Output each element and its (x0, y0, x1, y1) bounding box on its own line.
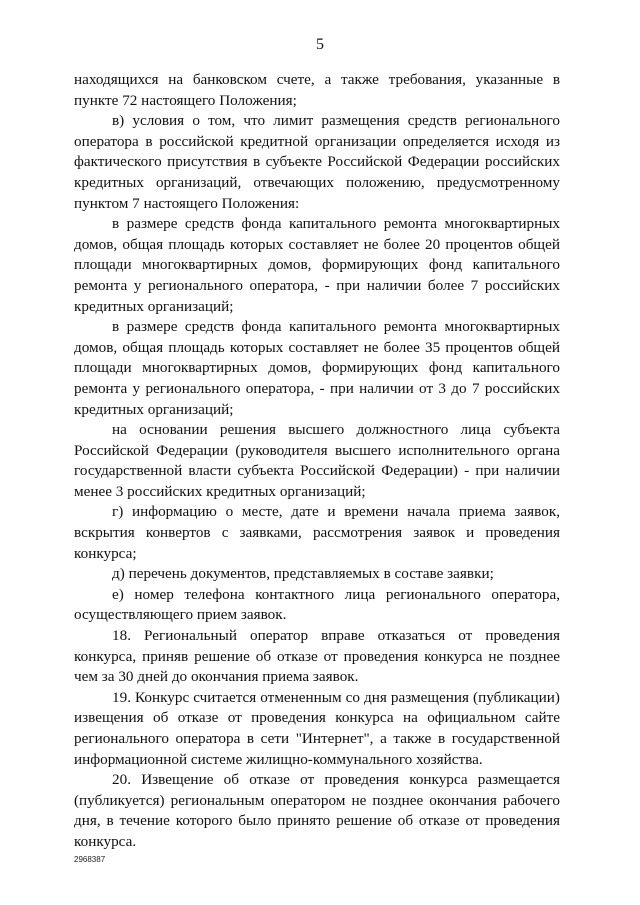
paragraph-clause-18: 18. Региональный оператор вправе отказаться от проведения конкурса, приняв решение об отказе от проведения конкурса не позднее чем за 30 дней до окончания приема заявок. (74, 627, 560, 686)
paragraph-item-g: г) информацию о месте, дате и времени начала приема заявок, вскрытия конвертов с заявками, рассмотрения заявок и проведения конкурса; (74, 503, 560, 562)
paragraph-limit-35-percent: в размере средств фонда капитального ремонта многоквартирных домов, общая площадь которых составляет не более 35 процентов общей площади многоквартирных домов, формирующих фонд капитального ремонта у регионального оператора, - при наличии от 3 до 7 российских кредитных организаций; (74, 318, 560, 418)
page-number: 5 (316, 36, 324, 53)
paragraph-clause-20: 20. Извещение об отказе от проведения конкурса размещается (публикуется) региональным оператором не позднее окончания рабочего дня, в течение которого было принято решение об отказе от проведения конкурса. (74, 771, 560, 850)
paragraph-continuation: находящихся на банковском счете, а также требования, указанные в пункте 72 настоящего Положения; (74, 71, 560, 109)
document-body (74, 70, 560, 853)
paragraph-limit-decision: на основании решения высшего должностного лица субъекта Российской Федерации (руководителя высшего исполнительного органа государственной власти субъекта Российской Федерации) - при наличии менее 3 российских кредитных организаций; (74, 421, 560, 500)
paragraph-item-d: д) перечень документов, представляемых в составе заявки; (112, 565, 494, 583)
paragraph-limit-20-percent: в размере средств фонда капитального ремонта многоквартирных домов, общая площадь которых составляет не более 20 процентов общей площади многоквартирных домов, формирующих фонд капитального ремонта у регионального оператора, - при наличии более 7 российских кредитных организаций; (74, 215, 560, 315)
paragraph-item-v: в) условия о том, что лимит размещения средств регионального оператора в российской кредитной организации определяется исходя из фактического присутствия в субъекте Российской Федерации российских кредитных организаций, отвечающих положению, предусмотренному пунктом 7 настоящего Положения: (74, 112, 560, 212)
paragraph-clause-19: 19. Конкурс считается отмененным со дня размещения (публикации) извещения об отказе от проведения конкурса на официальном сайте регионального оператора в сети "Интернет", а также в государственной информационной системе жилищно-коммунального хозяйства. (74, 688, 560, 768)
document-code: 2968387 (74, 855, 106, 864)
paragraph-item-e: е) номер телефона контактного лица регионального оператора, осуществляющего прием заявок. (74, 585, 560, 624)
